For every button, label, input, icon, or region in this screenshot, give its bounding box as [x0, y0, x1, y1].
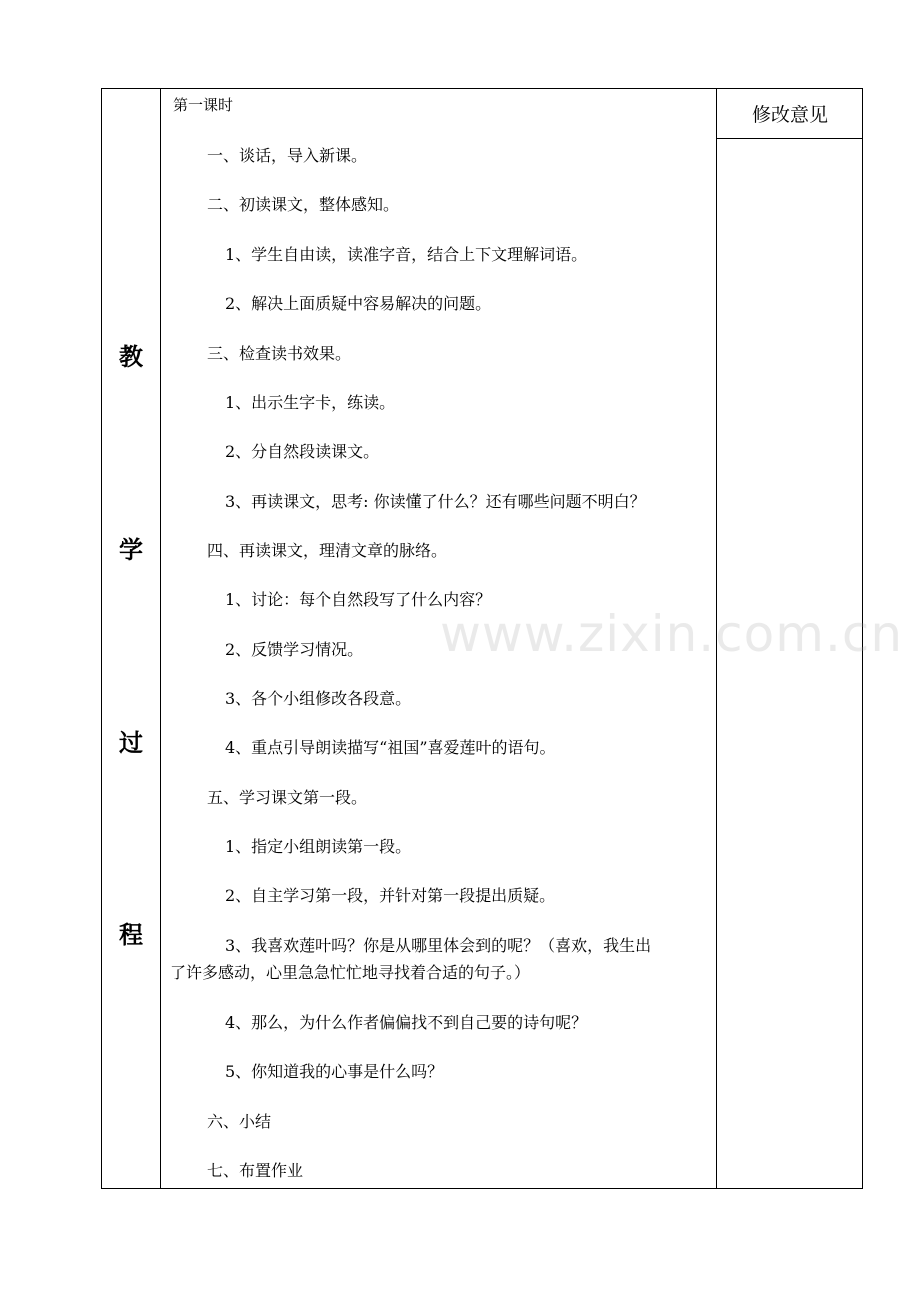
section-heading: 五、学习课文第一段。	[207, 788, 368, 807]
section-heading: 三、检查读书效果。	[207, 344, 352, 363]
lesson-step: 3、各个小组修改各段意。	[225, 689, 412, 708]
lesson-step: 3、我喜欢莲叶吗？你是从哪里体会到的呢？（喜欢，我生出	[225, 936, 652, 955]
section-heading: 一、谈话，导入新课。	[207, 146, 368, 165]
column-divider-right	[716, 89, 717, 1188]
lesson-step: 1、讨论：每个自然段写了什么内容？	[225, 590, 492, 609]
side-label-char: 过	[119, 729, 143, 757]
revision-column-header: 修改意见	[751, 104, 828, 126]
lesson-step: 2、解决上面质疑中容易解决的问题。	[225, 294, 492, 313]
lesson-step: 5、你知道我的心事是什么吗？	[225, 1062, 444, 1081]
section-heading: 二、初读课文，整体感知。	[207, 195, 400, 214]
side-label-char: 程	[119, 921, 143, 949]
lesson-step: 1、出示生字卡，练读。	[225, 393, 396, 412]
lesson-period: 第一课时	[173, 96, 234, 114]
lesson-step-continued: 了许多感动，心里急急忙忙地寻找着合适的句子。）	[170, 963, 531, 982]
side-label-char: 教	[119, 343, 143, 371]
lesson-step: 4、重点引导朗读描写“祖国”喜爱莲叶的语句。	[225, 738, 556, 757]
watermark: www.zixin.com.cn	[440, 605, 904, 663]
lesson-step: 3、再读课文，思考: 你读懂了什么？还有哪些问题不明白？	[225, 492, 646, 511]
section-heading: 七、布置作业	[207, 1161, 304, 1180]
lesson-step: 2、反馈学习情况。	[225, 640, 364, 659]
lesson-step: 1、学生自由读，读准字音，结合上下文理解词语。	[225, 245, 588, 264]
lesson-plan-table	[101, 88, 863, 1189]
lesson-step: 1、指定小组朗读第一段。	[225, 837, 412, 856]
section-heading: 四、再读课文，理清文章的脉络。	[207, 541, 448, 560]
lesson-step: 4、那么，为什么作者偏偏找不到自己要的诗句呢？	[225, 1013, 588, 1032]
column-divider-left	[160, 89, 161, 1188]
section-heading: 六、小结	[207, 1112, 272, 1131]
lesson-step: 2、分自然段读课文。	[225, 442, 380, 461]
header-divider	[716, 138, 863, 139]
side-label-char: 学	[119, 536, 143, 564]
lesson-step: 2、自主学习第一段，并针对第一段提出质疑。	[225, 886, 556, 905]
